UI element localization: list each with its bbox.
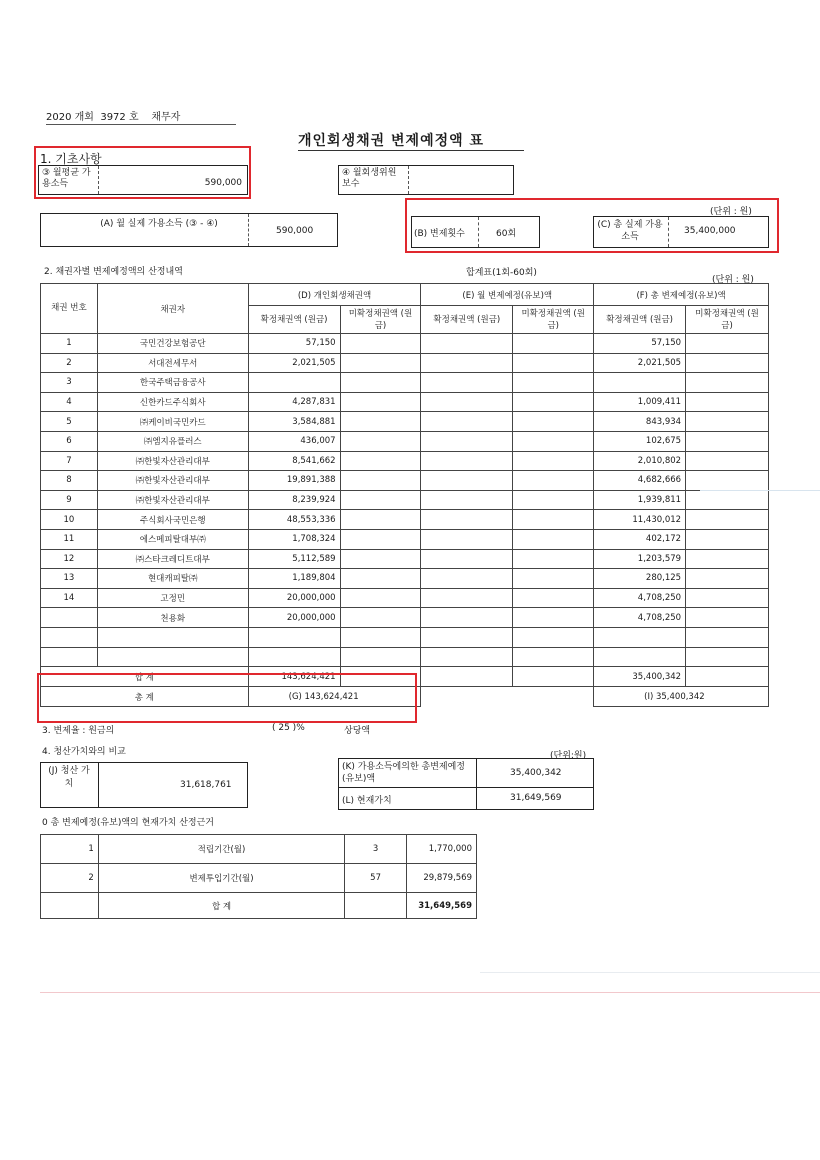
col-creditor: 채권자 bbox=[97, 284, 248, 334]
c-value: 35,400,000 bbox=[684, 226, 736, 236]
cell-creditor: 국민건강보험공단 bbox=[97, 334, 248, 354]
b-label: (B) 변제횟수 bbox=[414, 229, 465, 239]
cell-creditor: 천용화 bbox=[97, 608, 248, 628]
section5-heading: 0 총 변제예정(유보)액의 현재가치 산정근거 bbox=[42, 818, 214, 828]
sum-f: 35,400,342 bbox=[594, 667, 686, 687]
section2-heading: 2. 채권자별 변제예정액의 산정내역 bbox=[44, 267, 183, 277]
monthly-income-label: ③ 월평균 가용소득 bbox=[42, 168, 91, 189]
a-label: (A) 월 실제 가용소득 (③ - ④) bbox=[100, 219, 218, 229]
table-row bbox=[41, 529, 769, 549]
cell-empty bbox=[686, 569, 769, 589]
b-value: 60회 bbox=[496, 229, 517, 239]
a-value: 590,000 bbox=[276, 226, 314, 236]
cell-f-fixed: 1,203,579 bbox=[594, 549, 686, 569]
cell-empty bbox=[421, 431, 513, 451]
highlight-box bbox=[37, 673, 417, 723]
cell-d-fixed: 20,000,000 bbox=[248, 588, 340, 608]
cell-empty bbox=[340, 529, 421, 549]
highlight-box bbox=[34, 146, 251, 199]
cell-empty bbox=[340, 334, 421, 354]
cell-f-fixed: 280,125 bbox=[594, 569, 686, 589]
cell-no: 13 bbox=[41, 569, 98, 589]
cell-empty bbox=[686, 608, 769, 628]
page-title: 개인회생채권 변제예정액 표 bbox=[298, 133, 485, 149]
cell-empty bbox=[686, 334, 769, 354]
scan-line bbox=[480, 972, 820, 973]
k-label: (K) 가용소득에의한 총변제예정(유보)액 bbox=[342, 762, 465, 784]
k-value: 35,400,342 bbox=[510, 768, 562, 778]
cell-f-fixed bbox=[594, 627, 686, 647]
cell-f-fixed: 843,934 bbox=[594, 412, 686, 432]
cell-creditor: ㈜한빛자산관리대부 bbox=[97, 471, 248, 491]
cell-creditor: 주식회사국민은행 bbox=[97, 510, 248, 530]
cell-empty bbox=[340, 431, 421, 451]
cell-no: 8 bbox=[41, 471, 98, 491]
pv-cell-value: 29,879,569 bbox=[407, 864, 477, 893]
cell-d-fixed: 48,553,336 bbox=[248, 510, 340, 530]
total-label: 총 계 bbox=[41, 687, 249, 707]
cell-empty bbox=[421, 451, 513, 471]
total-i: (I) 35,400,342 bbox=[594, 687, 769, 707]
cell-empty bbox=[513, 608, 594, 628]
sub-unfixed: 미확정채권액 (원금) bbox=[513, 306, 594, 334]
cell-empty bbox=[340, 549, 421, 569]
cell-d-fixed: 2,021,505 bbox=[248, 353, 340, 373]
cell-creditor: 고정민 bbox=[97, 588, 248, 608]
cell-d-fixed: 8,239,924 bbox=[248, 490, 340, 510]
total-g: (G) 143,624,421 bbox=[248, 687, 421, 707]
cell-empty bbox=[513, 334, 594, 354]
cell-d-fixed: 5,112,589 bbox=[248, 549, 340, 569]
table-row bbox=[41, 471, 769, 491]
cell-d-fixed: 20,000,000 bbox=[248, 608, 340, 628]
c-label: (C) 총 실제 가용소득 bbox=[597, 220, 663, 242]
cell-empty bbox=[686, 392, 769, 412]
cell-f-fixed: 4,708,250 bbox=[594, 588, 686, 608]
cell-empty bbox=[421, 334, 513, 354]
cell-creditor: 에스메피탈대부㈜ bbox=[97, 529, 248, 549]
cell-creditor: 한국주택금융공사 bbox=[97, 373, 248, 393]
scan-line bbox=[700, 490, 820, 491]
title-underline bbox=[298, 150, 524, 151]
cell-creditor bbox=[97, 627, 248, 647]
cell-f-fixed: 402,172 bbox=[594, 529, 686, 549]
cell-empty bbox=[686, 471, 769, 491]
table-row bbox=[41, 647, 769, 667]
table-row bbox=[41, 334, 769, 354]
l-value: 31,649,569 bbox=[510, 793, 562, 803]
cell-creditor: 현대캐피탈㈜ bbox=[97, 569, 248, 589]
cell-empty bbox=[421, 608, 513, 628]
cell-empty bbox=[340, 471, 421, 491]
unit-label: (단위 : 원) bbox=[710, 207, 752, 217]
divider bbox=[98, 762, 99, 808]
cell-empty bbox=[686, 431, 769, 451]
cell-empty bbox=[513, 588, 594, 608]
cell-empty bbox=[340, 569, 421, 589]
cell-creditor: ㈜케이비국민카드 bbox=[97, 412, 248, 432]
table-row bbox=[41, 549, 769, 569]
pv-cell-months: 3 bbox=[345, 835, 407, 864]
cell-empty bbox=[513, 412, 594, 432]
pv-sum-label: 합 계 bbox=[98, 893, 344, 919]
cell-no bbox=[41, 647, 98, 667]
cell-empty bbox=[421, 510, 513, 530]
col-f: (F) 총 변제예정(유보)액 bbox=[594, 284, 769, 306]
creditor-table bbox=[40, 283, 769, 707]
cell-empty bbox=[513, 529, 594, 549]
cell-f-fixed: 102,675 bbox=[594, 431, 686, 451]
pv-cell-no: 1 bbox=[41, 835, 99, 864]
party-label: 채무자 bbox=[151, 112, 181, 123]
table-row bbox=[41, 431, 769, 451]
monthly-income-value: 590,000 bbox=[204, 178, 242, 188]
table-row bbox=[41, 451, 769, 471]
cell-empty bbox=[513, 510, 594, 530]
table-row bbox=[41, 373, 769, 393]
sub-fixed: 확정채권액 (원금) bbox=[594, 306, 686, 334]
cell-empty bbox=[513, 471, 594, 491]
section1-heading: 1. 기초사항 bbox=[40, 152, 102, 166]
cell-d-fixed: 8,541,662 bbox=[248, 451, 340, 471]
pv-cell-no: 2 bbox=[41, 864, 99, 893]
cell-empty bbox=[340, 490, 421, 510]
cell-no bbox=[41, 608, 98, 628]
cell-empty bbox=[686, 647, 769, 667]
pv-cell-label: 적립기간(월) bbox=[98, 835, 344, 864]
cell-f-fixed: 57,150 bbox=[594, 334, 686, 354]
cell-empty bbox=[686, 549, 769, 569]
cell-f-fixed: 2,021,505 bbox=[594, 353, 686, 373]
cell-no: 14 bbox=[41, 588, 98, 608]
cell-no: 12 bbox=[41, 549, 98, 569]
section3-label: 3. 변제율 : 원금의 bbox=[42, 726, 115, 736]
cell-empty bbox=[421, 353, 513, 373]
cell-empty bbox=[513, 451, 594, 471]
cell-no: 1 bbox=[41, 334, 98, 354]
sub-unfixed: 미확정채권액 (원금) bbox=[686, 306, 769, 334]
cell-empty bbox=[421, 549, 513, 569]
cell-empty bbox=[513, 373, 594, 393]
case-type: 개회 bbox=[74, 112, 94, 123]
cell-d-fixed: 1,708,324 bbox=[248, 529, 340, 549]
table-row bbox=[41, 490, 769, 510]
cell-empty bbox=[340, 647, 421, 667]
cell-d-fixed: 1,189,804 bbox=[248, 569, 340, 589]
unit-label: (단위 : 원) bbox=[712, 275, 754, 285]
pv-sum-value: 31,649,569 bbox=[407, 893, 477, 919]
cell-d-fixed bbox=[248, 627, 340, 647]
divider bbox=[408, 166, 409, 194]
section4-heading: 4. 청산가치와의 비교 bbox=[42, 747, 126, 757]
living-cost-label: ④ 월회생위원 보수 bbox=[342, 168, 397, 189]
divider bbox=[248, 214, 249, 246]
cell-d-fixed: 4,287,831 bbox=[248, 392, 340, 412]
cell-empty bbox=[421, 490, 513, 510]
section3-rate: ( 25 )% bbox=[272, 723, 305, 733]
cell-empty bbox=[340, 627, 421, 647]
cell-creditor: ㈜엠지유플러스 bbox=[97, 431, 248, 451]
cell-empty bbox=[686, 490, 769, 510]
cell-no: 4 bbox=[41, 392, 98, 412]
table-row bbox=[41, 627, 769, 647]
j-value: 31,618,761 bbox=[180, 780, 232, 790]
case-suffix: 호 bbox=[128, 112, 139, 123]
cell-empty bbox=[513, 431, 594, 451]
cell-no: 11 bbox=[41, 529, 98, 549]
l-label: (L) 현재가치 bbox=[342, 796, 392, 806]
cell-empty bbox=[421, 569, 513, 589]
cell-no: 5 bbox=[41, 412, 98, 432]
col-d: (D) 개인회생채권액 bbox=[248, 284, 421, 306]
cell-empty bbox=[513, 549, 594, 569]
cell-empty bbox=[340, 608, 421, 628]
cell-creditor: ㈜한빛자산관리대부 bbox=[97, 490, 248, 510]
cell-d-fixed: 436,007 bbox=[248, 431, 340, 451]
sub-fixed: 확정채권액 (원금) bbox=[248, 306, 340, 334]
sub-unfixed: 미확정채권액 (원금) bbox=[340, 306, 421, 334]
cell-no: 10 bbox=[41, 510, 98, 530]
cell-empty bbox=[686, 627, 769, 647]
cell-empty bbox=[421, 392, 513, 412]
sum-label: 합 계 bbox=[41, 667, 249, 687]
cell-d-fixed: 19,891,388 bbox=[248, 471, 340, 491]
cell-empty bbox=[421, 373, 513, 393]
col-no: 채권 번호 bbox=[41, 284, 98, 334]
section3-suffix: 상당액 bbox=[344, 726, 371, 736]
table-row bbox=[41, 510, 769, 530]
pv-cell-months: 57 bbox=[345, 864, 407, 893]
cell-empty bbox=[686, 529, 769, 549]
cell-d-fixed: 57,150 bbox=[248, 334, 340, 354]
cell-empty bbox=[421, 588, 513, 608]
cell-creditor: 신한카드주식회사 bbox=[97, 392, 248, 412]
j-label: (J) 청산 가치 bbox=[48, 766, 90, 789]
cell-empty bbox=[340, 373, 421, 393]
cell-empty bbox=[421, 627, 513, 647]
cell-creditor: 서대전세무서 bbox=[97, 353, 248, 373]
cell-empty bbox=[513, 627, 594, 647]
cell-empty bbox=[686, 412, 769, 432]
sub-fixed: 확정채권액 (원금) bbox=[421, 306, 513, 334]
cell-f-fixed: 11,430,012 bbox=[594, 510, 686, 530]
cell-no: 7 bbox=[41, 451, 98, 471]
cell-empty bbox=[513, 490, 594, 510]
cell-empty bbox=[513, 569, 594, 589]
unit-label: (단위:원) bbox=[550, 751, 587, 761]
highlight-box bbox=[405, 198, 779, 253]
divider bbox=[338, 787, 594, 788]
cell-empty bbox=[513, 647, 594, 667]
scan-line bbox=[40, 992, 820, 993]
cell-empty bbox=[513, 353, 594, 373]
cell-no: 6 bbox=[41, 431, 98, 451]
cell-f-fixed bbox=[594, 373, 686, 393]
cell-empty bbox=[421, 529, 513, 549]
pv-row bbox=[41, 835, 477, 864]
case-no: 3972 bbox=[100, 112, 126, 123]
cell-empty bbox=[421, 647, 513, 667]
cell-f-fixed bbox=[594, 647, 686, 667]
section2-subheading: 합계표(1회-60회) bbox=[466, 268, 537, 278]
table-row bbox=[41, 392, 769, 412]
pv-cell-label: 변제투입기간(월) bbox=[98, 864, 344, 893]
table-row bbox=[41, 353, 769, 373]
pv-cell-value: 1,770,000 bbox=[407, 835, 477, 864]
table-row bbox=[41, 412, 769, 432]
cell-no: 3 bbox=[41, 373, 98, 393]
cell-empty bbox=[513, 392, 594, 412]
cell-d-fixed: 3,584,881 bbox=[248, 412, 340, 432]
cell-f-fixed: 4,682,666 bbox=[594, 471, 686, 491]
cell-empty bbox=[686, 588, 769, 608]
pv-table bbox=[40, 834, 477, 919]
cell-empty bbox=[340, 353, 421, 373]
cell-creditor: ㈜스타크레디트대부 bbox=[97, 549, 248, 569]
pv-row bbox=[41, 864, 477, 893]
cell-empty bbox=[340, 451, 421, 471]
table-row bbox=[41, 608, 769, 628]
cell-f-fixed: 2,010,802 bbox=[594, 451, 686, 471]
cell-no: 2 bbox=[41, 353, 98, 373]
sum-d: 143,624,421 bbox=[248, 667, 340, 687]
col-e: (E) 월 변제예정(유보)액 bbox=[421, 284, 594, 306]
cell-f-fixed: 4,708,250 bbox=[594, 608, 686, 628]
header-underline bbox=[46, 124, 236, 125]
cell-empty bbox=[421, 412, 513, 432]
cell-creditor: ㈜한빛자산관리대부 bbox=[97, 451, 248, 471]
table-row bbox=[41, 569, 769, 589]
cell-empty bbox=[340, 588, 421, 608]
case-year: 2020 bbox=[46, 112, 72, 123]
cell-empty bbox=[686, 510, 769, 530]
cell-f-fixed: 1,009,411 bbox=[594, 392, 686, 412]
cell-empty bbox=[686, 373, 769, 393]
cell-d-fixed bbox=[248, 647, 340, 667]
cell-d-fixed bbox=[248, 373, 340, 393]
cell-empty bbox=[340, 392, 421, 412]
cell-empty bbox=[686, 451, 769, 471]
cell-empty bbox=[686, 353, 769, 373]
cell-creditor bbox=[97, 647, 248, 667]
cell-no: 9 bbox=[41, 490, 98, 510]
cell-no bbox=[41, 627, 98, 647]
divider bbox=[476, 758, 477, 810]
cell-f-fixed: 1,939,811 bbox=[594, 490, 686, 510]
case-number bbox=[46, 108, 180, 123]
cell-empty bbox=[421, 471, 513, 491]
table-row bbox=[41, 588, 769, 608]
cell-empty bbox=[340, 412, 421, 432]
cell-empty bbox=[340, 510, 421, 530]
